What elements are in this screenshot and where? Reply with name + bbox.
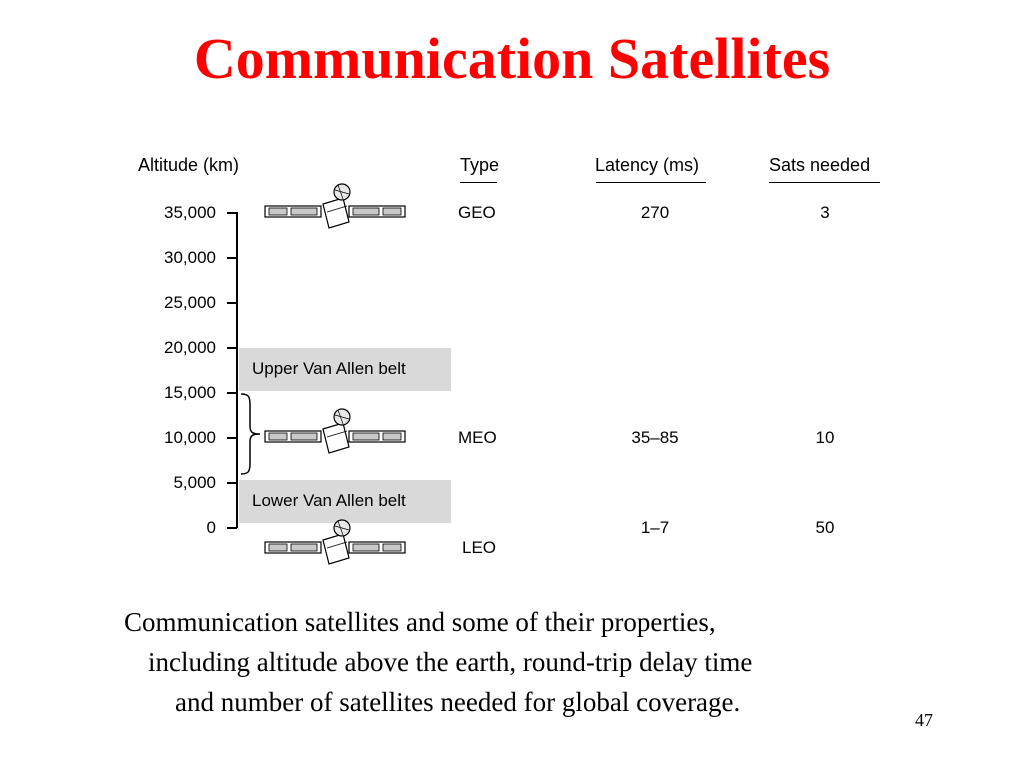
tick-mark <box>227 302 237 304</box>
tick-mark <box>227 257 237 259</box>
brace-icon <box>240 393 264 475</box>
header-latency: Latency (ms) <box>595 155 700 175</box>
orbit-type-leo: LEO <box>462 538 497 557</box>
slide-title: Communication Satellites <box>193 26 831 91</box>
tick-label: 35,000 <box>164 203 216 222</box>
caption-line: including altitude above the earth, round-trip delay time <box>148 647 753 677</box>
latency-leo: 1–7 <box>640 518 670 537</box>
tick-label: 15,000 <box>164 383 216 402</box>
orbit-type-geo: GEO <box>458 203 496 222</box>
tick-mark <box>227 527 237 529</box>
satellite-icon <box>263 182 407 232</box>
sats-needed-geo: 3 <box>820 203 830 222</box>
tick-mark <box>227 347 237 349</box>
upper-belt-label: Upper Van Allen belt <box>252 359 406 378</box>
header-sats-needed: Sats needed <box>769 155 871 175</box>
lower-van-allen-belt <box>239 480 451 523</box>
tick-label: 5,000 <box>173 473 216 492</box>
header-type-underline <box>460 182 497 183</box>
header-type: Type <box>460 155 500 175</box>
figure-caption <box>80 602 940 722</box>
caption-line: Communication satellites and some of their properties, <box>124 607 716 637</box>
header-latency-underline <box>596 182 706 183</box>
upper-van-allen-belt <box>239 348 451 391</box>
lower-belt-label: Lower Van Allen belt <box>252 491 406 510</box>
tick-label: 0 <box>206 518 216 537</box>
altitude-axis <box>236 212 238 528</box>
header-sats-underline <box>769 182 880 183</box>
satellite-icon <box>263 518 407 568</box>
tick-label: 20,000 <box>164 338 216 357</box>
header-altitude: Altitude (km) <box>138 155 240 175</box>
satellite-icon <box>263 407 407 457</box>
orbit-type-meo: MEO <box>458 428 497 447</box>
tick-mark <box>227 392 237 394</box>
tick-mark <box>227 212 237 214</box>
caption-line: and number of satellites needed for global coverage. <box>175 687 741 717</box>
latency-geo: 270 <box>640 203 670 222</box>
tick-label: 25,000 <box>164 293 216 312</box>
latency-meo: 35–85 <box>631 428 679 447</box>
tick-label: 10,000 <box>164 428 216 447</box>
page-number: 47 <box>915 710 933 730</box>
sats-needed-leo: 50 <box>815 518 835 537</box>
tick-label: 30,000 <box>164 248 216 267</box>
tick-mark <box>227 437 237 439</box>
sats-needed-meo: 10 <box>815 428 835 447</box>
tick-mark <box>227 482 237 484</box>
